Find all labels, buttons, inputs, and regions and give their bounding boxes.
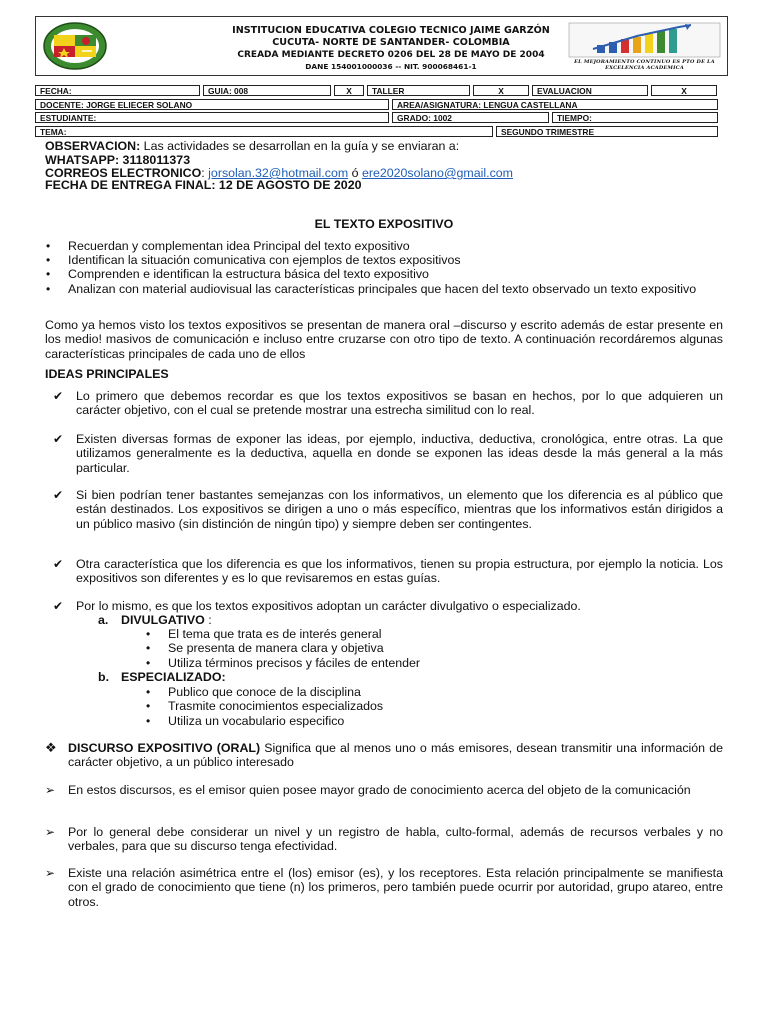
email-link-hotmail[interactable]: jorsolan.32@hotmail.com bbox=[208, 166, 349, 180]
type-b-name: ESPECIALIZADO: bbox=[121, 670, 226, 684]
discurso-paragraph bbox=[68, 741, 723, 770]
observation-line bbox=[45, 139, 745, 153]
checkmark-icon: ✔ bbox=[53, 488, 64, 502]
evaluacion-field: EVALUACION bbox=[532, 85, 648, 96]
school-name-block bbox=[186, 25, 596, 73]
taller-mark: X bbox=[473, 85, 529, 96]
area-field: AREA/ASIGNATURA: LENGUA CASTELLANA bbox=[392, 99, 718, 110]
type-b-item: Publico que conoce de la disciplina bbox=[168, 685, 361, 699]
arrow-bullet-icon: ➢ bbox=[45, 866, 56, 880]
evaluacion-mark: X bbox=[651, 85, 717, 96]
excellence-slogan: EL MEJORAMIENTO CONTINUO ES PTO DE LA EXCELENCIA ACADEMICA bbox=[574, 59, 715, 71]
objective-item: Comprenden e identifican la estructura básica del texto expositivo bbox=[68, 267, 429, 281]
email-colon: : bbox=[201, 166, 209, 180]
diamond-bullet-icon: ❖ bbox=[45, 740, 57, 755]
tema-field: TEMA: bbox=[35, 126, 493, 137]
bullet-icon: • bbox=[146, 714, 151, 728]
observation-text: Las actividades se desarrollan en la guía y se enviaran a: bbox=[140, 139, 460, 153]
type-a-item: Se presenta de manera clara y objetiva bbox=[168, 641, 384, 655]
excellence-banner-logo bbox=[567, 21, 722, 71]
bullet-icon: • bbox=[146, 685, 151, 699]
type-a-colon: : bbox=[204, 613, 212, 627]
fecha-field: FECHA: bbox=[35, 85, 200, 96]
objective-item: Analizan con material audiovisual las características principales que hacen del texto observado un texto expositivo bbox=[68, 282, 697, 296]
bullet-icon: • bbox=[46, 282, 51, 296]
bullet-icon: • bbox=[146, 627, 151, 641]
arrow-item: Existe una relación asimétrica entre el (los) emisor (es), y los receptores. Esta relación principalmente se manifiesta con el grado de conocimiento que tiene (n) los primeros, pero también puede ocurrir por autoridad, grupo atareo, entre otros. bbox=[68, 866, 723, 909]
objective-item: Recuerdan y complementan idea Principal del texto expositivo bbox=[68, 239, 410, 253]
guia-field: GUIA: 008 bbox=[203, 85, 331, 96]
guia-mark: X bbox=[334, 85, 364, 96]
checkmark-icon: ✔ bbox=[53, 432, 64, 446]
discurso-text: Significa que al menos uno o más emisores, desean transmitir una información de carácter objetivo, a un público interesado bbox=[68, 741, 723, 770]
objective-item: Identifican la situación comunicativa con ejemplos de textos expositivos bbox=[68, 253, 461, 267]
discurso-heading: DISCURSO EXPOSITIVO (ORAL) bbox=[68, 741, 261, 755]
idea-item: Si bien podrían tener bastantes semejanzas con los informativos, un elemento que los diferencia es al público que están destinados. Los expositivos se dirigen a uno o más específico, mientras que los informativos están dirigidos a un público masivo (sin distinción de ningún tipo) y siempre deben ser contingentes. bbox=[76, 488, 723, 531]
school-name: INSTITUCION EDUCATIVA COLEGIO TECNICO JAIME GARZÓN bbox=[232, 25, 550, 36]
school-dane-nit: DANE 154001000036 -- NIT. 900068461-1 bbox=[305, 62, 477, 71]
idea-item: Lo primero que debemos recordar es que los textos expositivos se basan en hechos, por lo que adquieren un carácter objetivo, con el cual se pretende mostrar una estrecha similitud con lo real. bbox=[76, 389, 723, 418]
page-title: EL TEXTO EXPOSITIVO bbox=[314, 217, 454, 231]
deadline-line: FECHA DE ENTREGA FINAL: 12 DE AGOSTO DE 2020 bbox=[45, 178, 362, 192]
docente-field: DOCENTE: JORGE ELIECER SOLANO bbox=[35, 99, 389, 110]
taller-field: TALLER bbox=[367, 85, 470, 96]
type-b-label: b. bbox=[98, 670, 110, 684]
arrow-item: En estos discursos, es el emisor quien posee mayor grado de conocimiento acerca del objeto de la comunicación bbox=[68, 783, 691, 797]
bullet-icon: • bbox=[146, 641, 151, 655]
tiempo-field: TIEMPO: bbox=[552, 112, 718, 123]
bullet-icon: • bbox=[46, 239, 51, 253]
idea-item: Otra característica que los diferencia es que los informativos, tienen su propia estructura, por ejemplo la noticia. Los expositivos son diferentes y es lo que revisaremos en estas guías. bbox=[76, 557, 723, 586]
bullet-icon: • bbox=[46, 253, 51, 267]
whatsapp-line: WHATSAPP: 3118011373 bbox=[45, 153, 191, 167]
idea-item: Existen diversas formas de exponer las ideas, por ejemplo, inductiva, deductiva, cronológica, entre otras. La que utilizamos generalmente es la deductiva, aquella en donde se exponen las ideas desde la más general a la más particular. bbox=[76, 432, 723, 475]
grado-field: GRADO: 1002 bbox=[392, 112, 549, 123]
bullet-icon: • bbox=[146, 656, 151, 670]
bullet-icon: • bbox=[146, 699, 151, 713]
type-a-label: a. bbox=[98, 613, 109, 627]
school-crest-logo bbox=[42, 21, 108, 71]
type-a-item: Utiliza términos precisos y fáciles de entender bbox=[168, 656, 421, 670]
email-or: ó bbox=[348, 166, 362, 180]
arrow-item: Por lo general debe considerar un nivel y un registro de habla, culto-formal, además de recursos verbales y no verbales, para que su discurso tenga efectividad. bbox=[68, 825, 723, 854]
school-decree: CREADA MEDIANTE DECRETO 0206 DEL 28 DE MAYO DE 2004 bbox=[237, 50, 545, 60]
checkmark-icon: ✔ bbox=[53, 557, 64, 571]
type-a-heading bbox=[121, 613, 212, 627]
type-a-name: DIVULGATIVO bbox=[121, 613, 205, 627]
arrow-bullet-icon: ➢ bbox=[45, 825, 56, 839]
observation-label: OBSERVACION: bbox=[45, 139, 141, 153]
bullet-icon: • bbox=[46, 267, 51, 281]
intro-paragraph: Como ya hemos visto los textos expositivos se presentan de manera oral –discurso y escrito además de estar presente en los medio! masivos de comunicación e incluso entre cruzarse con otro tipo de texto. A continuación recordáremos algunas características principales de cada uno de ellos bbox=[45, 318, 723, 361]
email-label: CORREOS ELECTRONICO bbox=[45, 166, 202, 180]
email-link-gmail[interactable]: ere2020solano@gmail.com bbox=[361, 166, 513, 180]
type-b-item: Utiliza un vocabulario especifico bbox=[168, 714, 345, 728]
school-location: CUCUTA- NORTE DE SANTANDER- COLOMBIA bbox=[272, 37, 510, 48]
type-a-item: El tema que trata es de interés general bbox=[168, 627, 382, 641]
estudiante-field: ESTUDIANTE: bbox=[35, 112, 389, 123]
checkmark-icon: ✔ bbox=[53, 389, 64, 403]
document-header bbox=[35, 16, 728, 76]
type-b-item: Trasmite conocimientos especializados bbox=[168, 699, 384, 713]
idea-item: Por lo mismo, es que los textos expositivos adoptan un carácter divulgativo o especializado. bbox=[76, 599, 581, 613]
checkmark-icon: ✔ bbox=[53, 599, 64, 613]
ideas-heading: IDEAS PRINCIPALES bbox=[45, 367, 169, 381]
arrow-bullet-icon: ➢ bbox=[45, 783, 56, 797]
trimestre-field: SEGUNDO TRIMESTRE bbox=[496, 126, 718, 137]
